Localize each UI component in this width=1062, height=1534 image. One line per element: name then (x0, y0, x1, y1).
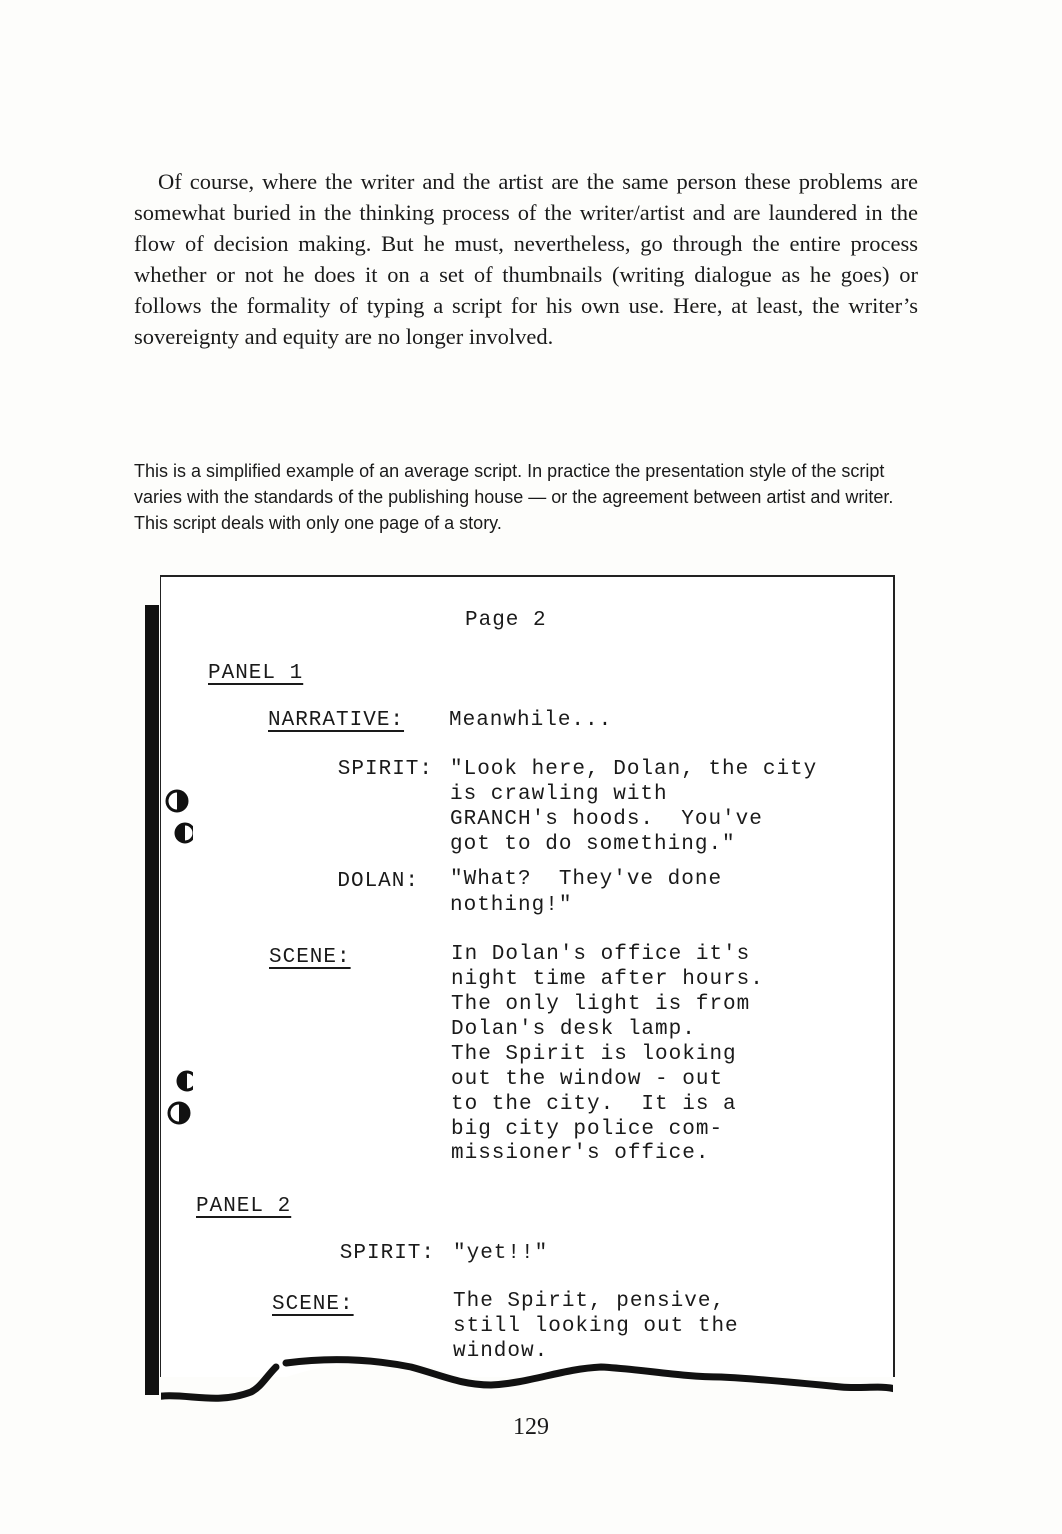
page-number: 129 (513, 1414, 549, 1440)
scene-label: SCENE: (272, 1293, 354, 1316)
scene-label: SCENE: (269, 946, 351, 969)
page-heading: Page 2 (465, 609, 547, 632)
spirit-label: SPIRIT: (337, 758, 433, 781)
spirit-label: SPIRIT: (339, 1242, 435, 1265)
scene-line: The Spirit is looking (451, 1043, 737, 1066)
dolan-label: DOLAN: (337, 870, 419, 893)
scene-line: Dolan's desk lamp. (451, 1018, 696, 1041)
punch-hole-icon (163, 787, 193, 847)
figure-caption: This is a simplified example of an average script. In practice the presentation style of the script varies with the standards of the publishing house — or the agreement between artist and writer. This script deals with only one page of a story. (134, 461, 894, 533)
panel2-heading: PANEL 2 (196, 1195, 292, 1218)
body-paragraph: Of course, where the writer and the artist are the same person these problems are somewhat buried in the thinking process of the writer/artist and are laundered in the flow of decision making. But he must, nevertheless, go through the entire process whether or not he does it on a set of thumbnails (writing dialogue as he goes) or follows the formality of typing a script for his own use. Here, at least, the writer’s sovereignty and equity are no longer involved. (134, 169, 918, 349)
scene-line: still looking out the (453, 1315, 739, 1338)
spirit-dialogue-line: "yet!!" (453, 1242, 549, 1265)
scene-line: The only light is from (451, 993, 751, 1016)
narrative-text: Meanwhile... (449, 709, 613, 732)
dolan-dialogue-line: "What? They've done (450, 868, 723, 891)
scene-line: missioner's office. (451, 1142, 710, 1165)
scene-line: to the city. It is a (451, 1093, 737, 1116)
scene-line: The Spirit, pensive, (453, 1290, 726, 1313)
scene-line: big city police com- (451, 1118, 724, 1141)
spirit-dialogue-line: "Look here, Dolan, the city (450, 758, 818, 781)
dolan-dialogue-line: nothing!" (450, 894, 573, 917)
spirit-dialogue-line: GRANCH's hoods. You've (450, 808, 763, 831)
spirit-dialogue-line: got to do something." (450, 833, 736, 856)
panel1-heading: PANEL 1 (208, 662, 304, 685)
spirit-dialogue-line: is crawling with (450, 783, 668, 806)
scene-line: night time after hours. (451, 968, 764, 991)
script-page (160, 575, 895, 1377)
scene-line: out the window - out (451, 1068, 724, 1091)
scene-line: window. (453, 1340, 549, 1363)
binding-edge (145, 605, 159, 1395)
punch-hole-icon (163, 1067, 193, 1131)
narrative-label: NARRATIVE: (268, 709, 405, 732)
scene-line: In Dolan's office it's (451, 943, 751, 966)
